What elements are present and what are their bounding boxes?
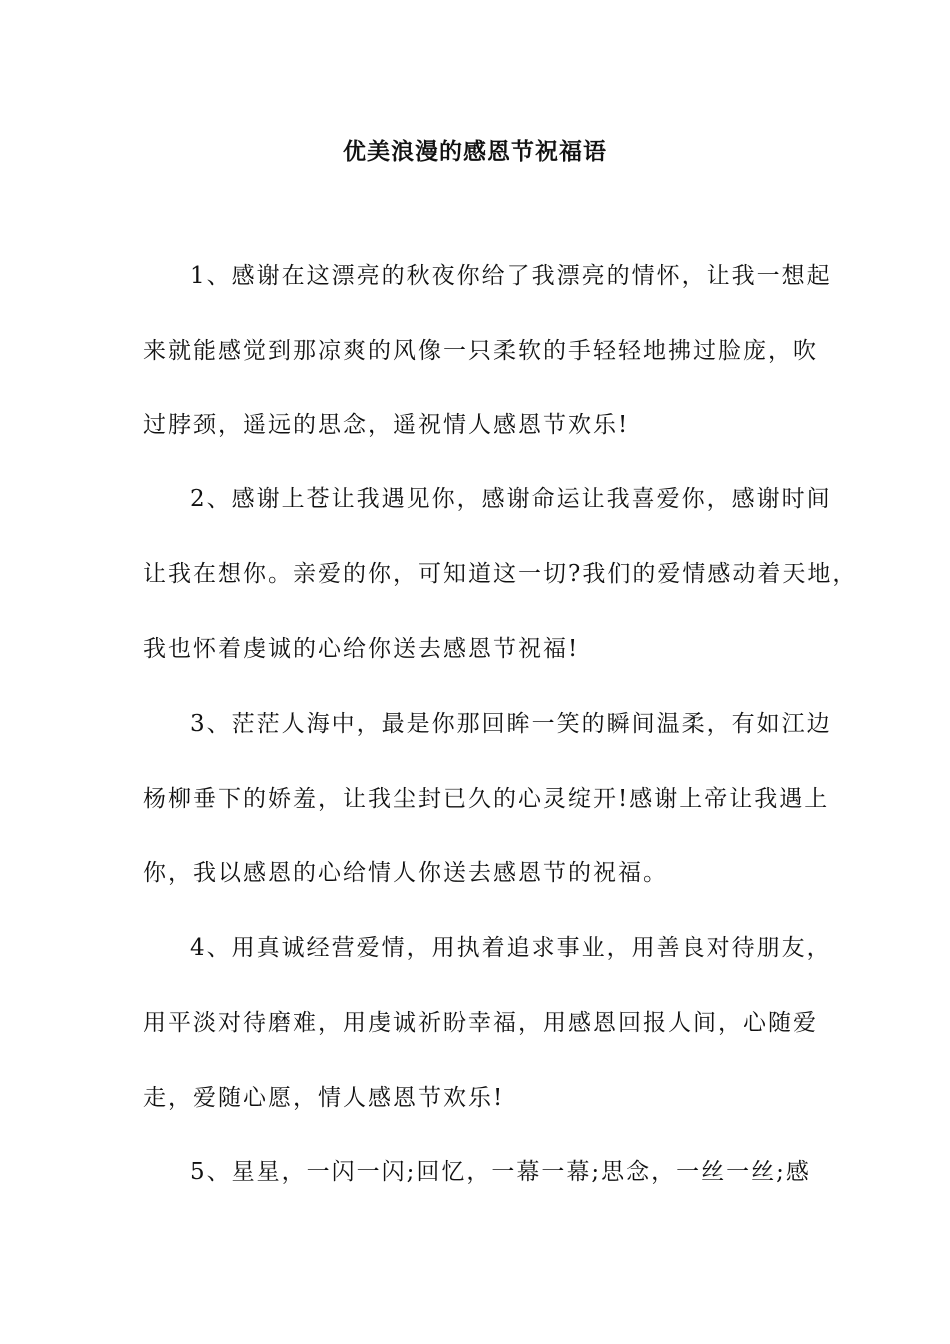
paragraph-4-line-2: 用平淡对待磨难，用虔诚祈盼幸福，用感恩回报人间，心随爱 bbox=[143, 1010, 818, 1036]
paragraph-2-line-1: 2、感谢上苍让我遇见你，感谢命运让我喜爱你，感谢时间 bbox=[190, 486, 832, 512]
paragraph-1-line-2: 来就能感觉到那凉爽的风像一只柔软的手轻轻地拂过脸庞，吹 bbox=[143, 338, 818, 364]
paragraph-3-line-1: 3、茫茫人海中，最是你那回眸一笑的瞬间温柔，有如江边 bbox=[190, 711, 832, 737]
paragraph-1-line-1: 1、感谢在这漂亮的秋夜你给了我漂亮的情怀，让我一想起 bbox=[190, 263, 832, 289]
paragraph-2-line-3: 我也怀着虔诚的心给你送去感恩节祝福! bbox=[143, 636, 580, 662]
paragraph-4-line-3: 走，爱随心愿，情人感恩节欢乐! bbox=[143, 1085, 505, 1111]
paragraph-4-line-1: 4、用真诚经营爱情，用执着追求事业，用善良对待朋友， bbox=[190, 935, 832, 961]
document-title: 优美浪漫的感恩节祝福语 bbox=[343, 138, 607, 165]
paragraph-3-line-3: 你，我以感恩的心给情人你送去感恩节的祝福。 bbox=[143, 860, 668, 886]
paragraph-5-line-1: 5、星星，一闪一闪;回忆，一幕一幕;思念，一丝一丝;感 bbox=[190, 1159, 811, 1185]
paragraph-1-line-3: 过脖颈，遥远的思念，遥祝情人感恩节欢乐! bbox=[143, 412, 630, 438]
paragraph-2-line-2: 让我在想你。亲爱的你，可知道这一切?我们的爱情感动着天地， bbox=[143, 561, 858, 587]
paragraph-3-line-2: 杨柳垂下的娇羞，让我尘封已久的心灵绽开!感谢上帝让我遇上 bbox=[143, 786, 830, 812]
